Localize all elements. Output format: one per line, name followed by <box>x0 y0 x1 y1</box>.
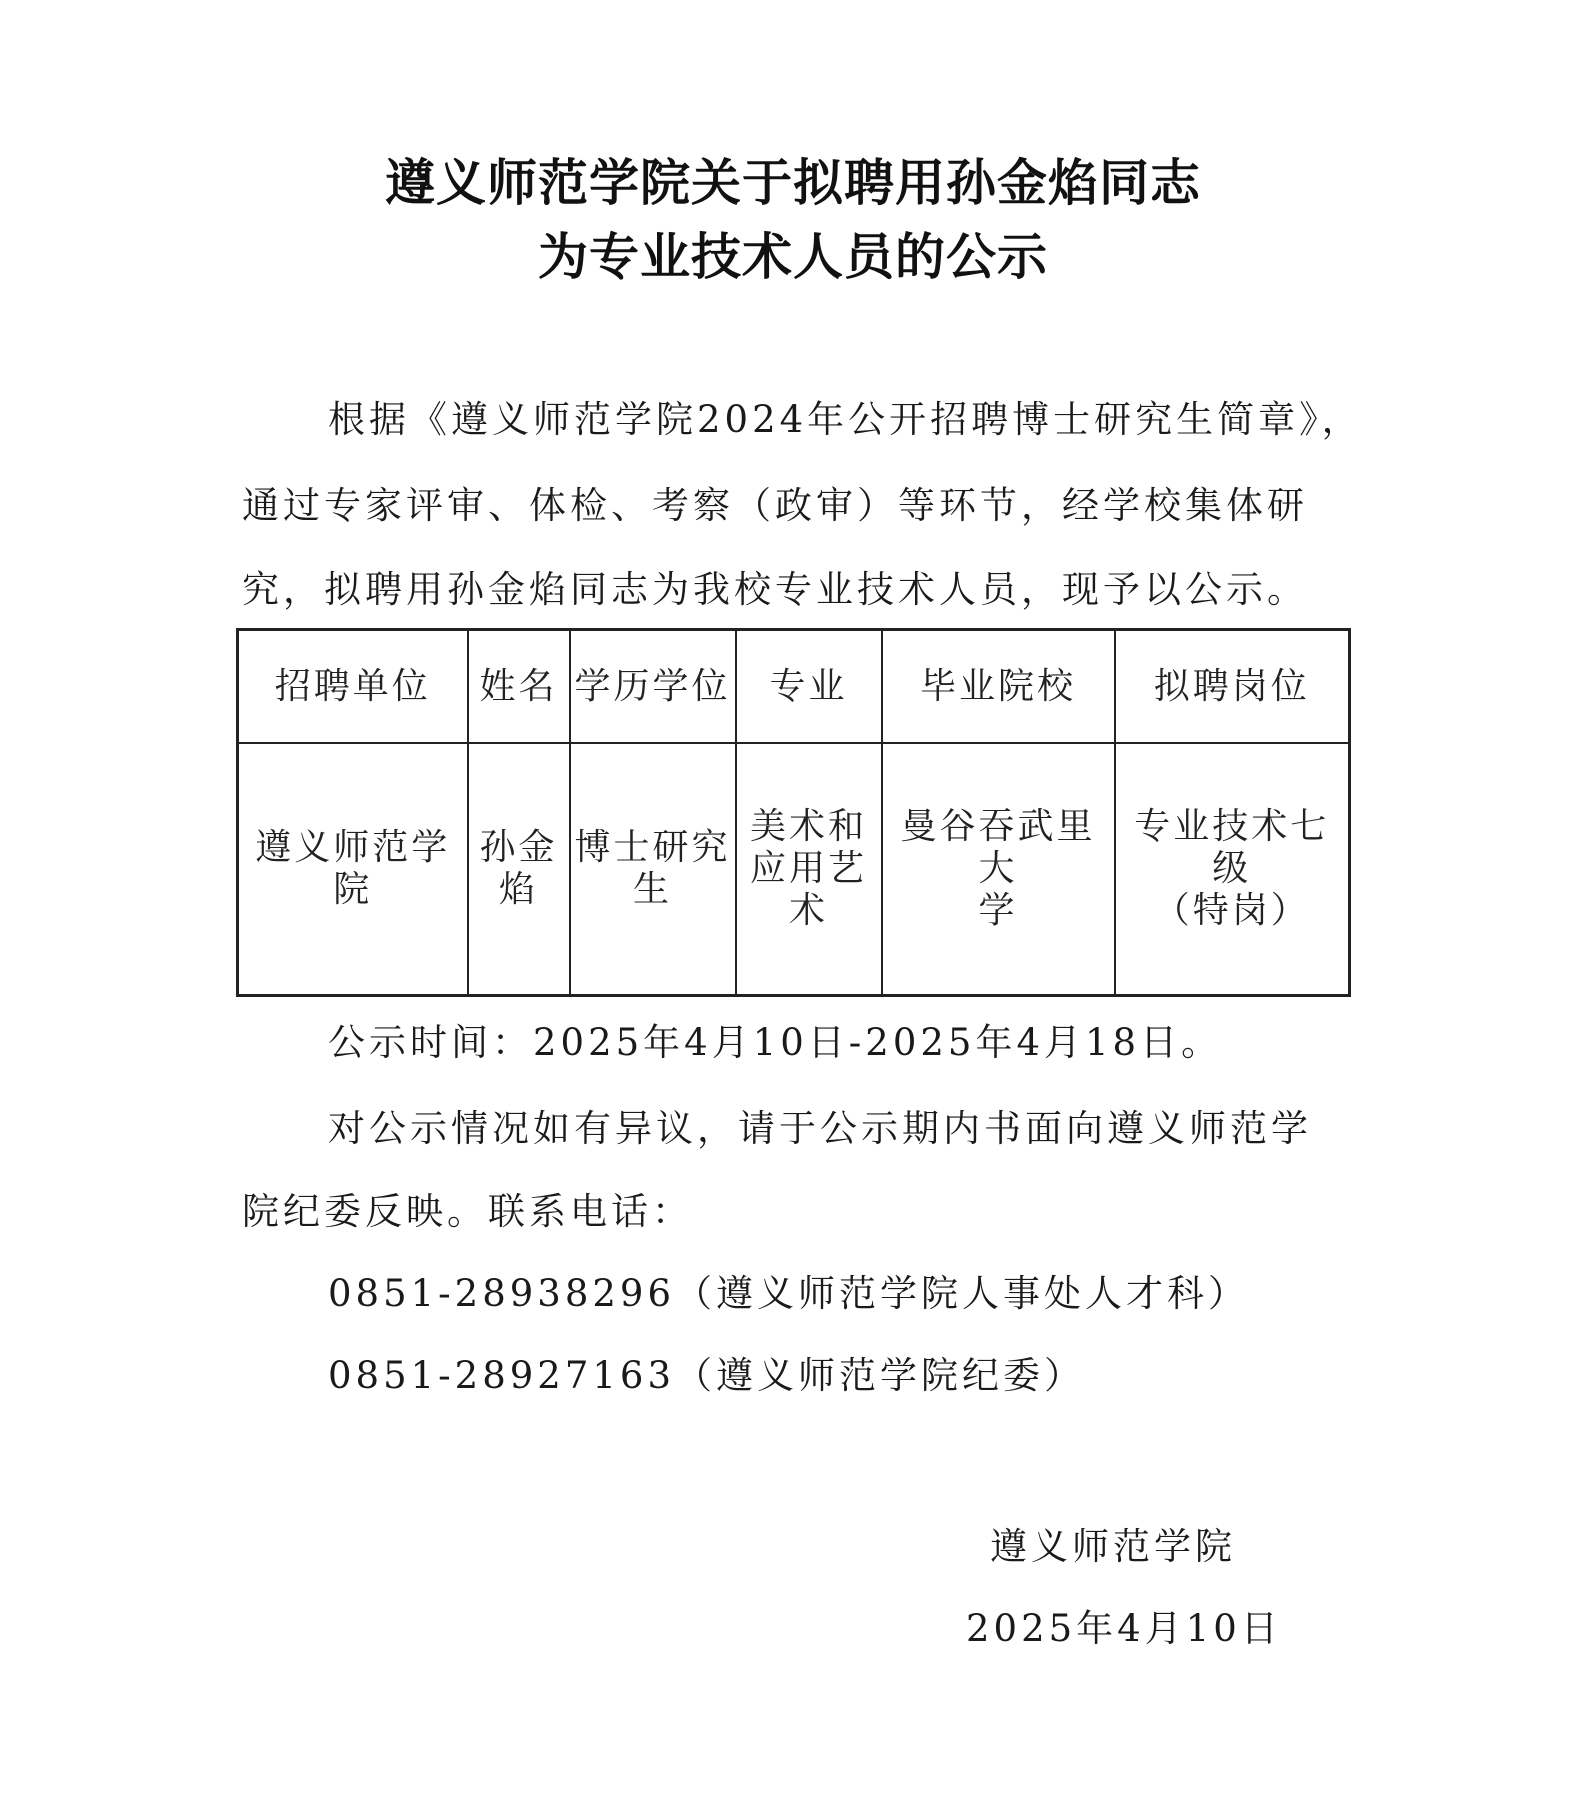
header-name: 姓名 <box>468 630 570 744</box>
cell-proposed-position <box>1115 743 1350 996</box>
cell-major-line: 术 <box>788 890 828 931</box>
header-degree: 学历学位 <box>570 630 736 744</box>
cell-position-line: 专业技术七级 <box>1134 806 1330 889</box>
notice-period: 公示时间：2025年4月10日-2025年4月18日。 <box>328 1021 1223 1064</box>
cell-recruiting-unit: 遵义师范学院 <box>238 743 468 996</box>
cell-school-line: 曼谷吞武里大 <box>900 806 1096 889</box>
contact-phone-hr: 0851-28938296（遵义师范学院人事处人才科） <box>328 1272 1249 1315</box>
objection-line-2: 院纪委反映。联系电话： <box>242 1190 693 1233</box>
intro-paragraph-line-2: 通过专家评审、体检、考察（政审）等环节，经学校集体研 <box>242 484 1308 527</box>
objection-line-1: 对公示情况如有异议，请于公示期内书面向遵义师范学 <box>328 1107 1312 1150</box>
cell-degree-line: 生 <box>632 869 672 910</box>
contact-phone-discipline: 0851-28927163（遵义师范学院纪委） <box>328 1354 1085 1397</box>
cell-name <box>468 743 570 996</box>
cell-major-line: 美术和 <box>749 806 867 847</box>
cell-major-line: 应用艺 <box>749 848 867 889</box>
candidate-table <box>236 628 1351 997</box>
signature-organization: 遵义师范学院 <box>990 1525 1236 1568</box>
cell-position-line: （特岗） <box>1153 890 1310 931</box>
cell-degree <box>570 743 736 996</box>
intro-paragraph-line-3: 究，拟聘用孙金焰同志为我校专业技术人员，现予以公示。 <box>242 568 1308 611</box>
signature-date: 2025年4月10日 <box>966 1607 1282 1650</box>
header-graduate-school: 毕业院校 <box>882 630 1115 744</box>
cell-school-line: 学 <box>978 890 1018 931</box>
notice-title-line-1: 遵义师范学院关于拟聘用孙金焰同志 <box>385 154 1201 212</box>
header-proposed-position: 拟聘岗位 <box>1115 630 1350 744</box>
cell-graduate-school <box>882 743 1115 996</box>
header-recruiting-unit: 招聘单位 <box>238 630 468 744</box>
notice-title-line-2: 为专业技术人员的公示 <box>538 228 1048 286</box>
cell-name-line: 焰 <box>498 869 538 910</box>
header-major: 专业 <box>736 630 882 744</box>
intro-paragraph-line-1: 根据《遵义师范学院2024年公开招聘博士研究生简章》， <box>328 398 1363 441</box>
table-header-row <box>238 630 1350 744</box>
cell-degree-line: 博士研究 <box>574 827 731 868</box>
cell-name-line: 孙金 <box>479 827 558 868</box>
cell-major <box>736 743 882 996</box>
table-row <box>238 743 1350 996</box>
